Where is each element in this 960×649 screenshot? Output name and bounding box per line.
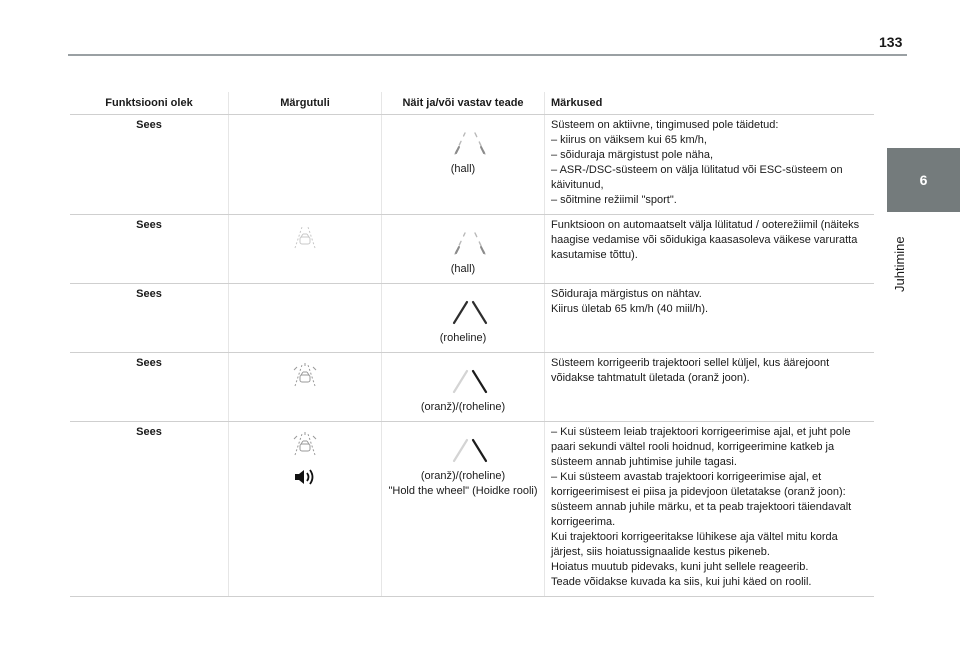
status-table [70, 92, 874, 597]
col-header-remarks: Märkused [545, 92, 875, 115]
table-row [70, 215, 874, 284]
display-text: (hall) [450, 163, 476, 175]
indicator-cell [229, 422, 382, 597]
remark-line: Süsteem on aktiivne, tingimused pole täidetud: [551, 119, 779, 131]
remarks-cell [545, 215, 875, 284]
chapter-tab: 6 [887, 148, 960, 212]
table-header-row [70, 92, 874, 115]
speaker-icon [292, 467, 318, 487]
lane-assist-car-icon [290, 431, 320, 457]
page-number: 133 [879, 34, 903, 50]
chapter-side-label [886, 222, 914, 292]
remarks-cell [545, 115, 875, 215]
state-cell: Sees [70, 215, 229, 284]
lane-assist-car-icon [290, 224, 320, 250]
table-row [70, 115, 874, 215]
table-row [70, 422, 874, 597]
remark-line: – ASR-/DSC-süsteem on välja lülitatud või ESC-süsteem on käivitunud, [551, 164, 843, 191]
state-cell: Sees [70, 353, 229, 422]
state-cell: Sees [70, 115, 229, 215]
table-row [70, 284, 874, 353]
col-header-state: Funktsiooni olek [70, 92, 229, 115]
display-cell [382, 422, 545, 597]
lane-lines-grey-icon [433, 130, 493, 156]
lane-lines-orange-green-icon [433, 437, 493, 463]
indicator-cell [229, 115, 382, 215]
remark-line: Kiirus ületab 65 km/h (40 miil/h). [551, 303, 709, 315]
remark-line: Sõiduraja märgistus on nähtav. [551, 288, 702, 300]
lane-lines-grey-icon [433, 230, 493, 256]
table-row [70, 353, 874, 422]
chapter-title: Juhtimine [892, 236, 907, 292]
remarks-cell [545, 284, 875, 353]
indicator-cell [229, 284, 382, 353]
state-cell: Sees [70, 284, 229, 353]
remark-line: Teade võidakse kuvada ka siis, kui juhi käed on roolil. [551, 576, 812, 588]
display-text: "Hold the wheel" (Hoidke rooli) [388, 485, 538, 497]
remark-line: – Kui süsteem avastab trajektoori korrigeerimise ajal, et korrigeerimisest ei piisa ja pidevjoon ületatakse (oranž joon): süsteem annab juhile märku, et ta peab trajektoori täiendavalt korrigeerima. [551, 471, 852, 528]
remark-line: Funktsioon on automaatselt välja lülitatud / ooterežiimil (näiteks haagise vedamise või sõidukiga kaasasoleva väikese varuratta kasutamise tõttu). [551, 219, 860, 261]
remark-line: – sõitmine režiimil "sport". [551, 194, 677, 206]
display-cell [382, 353, 545, 422]
display-text: (oranž)/(roheline) [420, 401, 506, 413]
remark-line: Kui trajektoori korrigeeritakse lühikese aja vältel mitu korda järjest, siis hoiatussignaalide kestus pikeneb. [551, 531, 838, 558]
display-text: (oranž)/(roheline) [420, 470, 506, 482]
indicator-cell [229, 353, 382, 422]
remarks-cell [545, 422, 875, 597]
display-cell [382, 284, 545, 353]
remark-line: Süsteem korrigeerib trajektoori sellel küljel, kus äärejoont võidakse tahtmatult ületada (oranž joon). [551, 357, 830, 384]
display-cell [382, 215, 545, 284]
state-cell: Sees [70, 422, 229, 597]
col-header-display: Näit ja/või vastav teade [382, 92, 545, 115]
remark-line: – Kui süsteem leiab trajektoori korrigeerimise ajal, et juht pole paari sekundi vältel rooli hoidnud, korrigeerimine katkeb ja süsteem annab juhtimise juhile tagasi. [551, 426, 851, 468]
display-cell [382, 115, 545, 215]
lane-lines-green-icon [433, 299, 493, 325]
lane-assist-car-icon [290, 362, 320, 388]
display-text: (roheline) [439, 332, 487, 344]
remark-line: – sõiduraja märgistust pole näha, [551, 149, 714, 161]
header-rule [68, 54, 907, 56]
display-text: (hall) [450, 263, 476, 275]
col-header-indicator: Märgutuli [229, 92, 382, 115]
remark-line: – kiirus on väiksem kui 65 km/h, [551, 134, 707, 146]
lane-lines-orange-green-icon [433, 368, 493, 394]
remarks-cell [545, 353, 875, 422]
remark-line: Hoiatus muutub pidevaks, kuni juht sellele reageerib. [551, 561, 809, 573]
indicator-cell [229, 215, 382, 284]
